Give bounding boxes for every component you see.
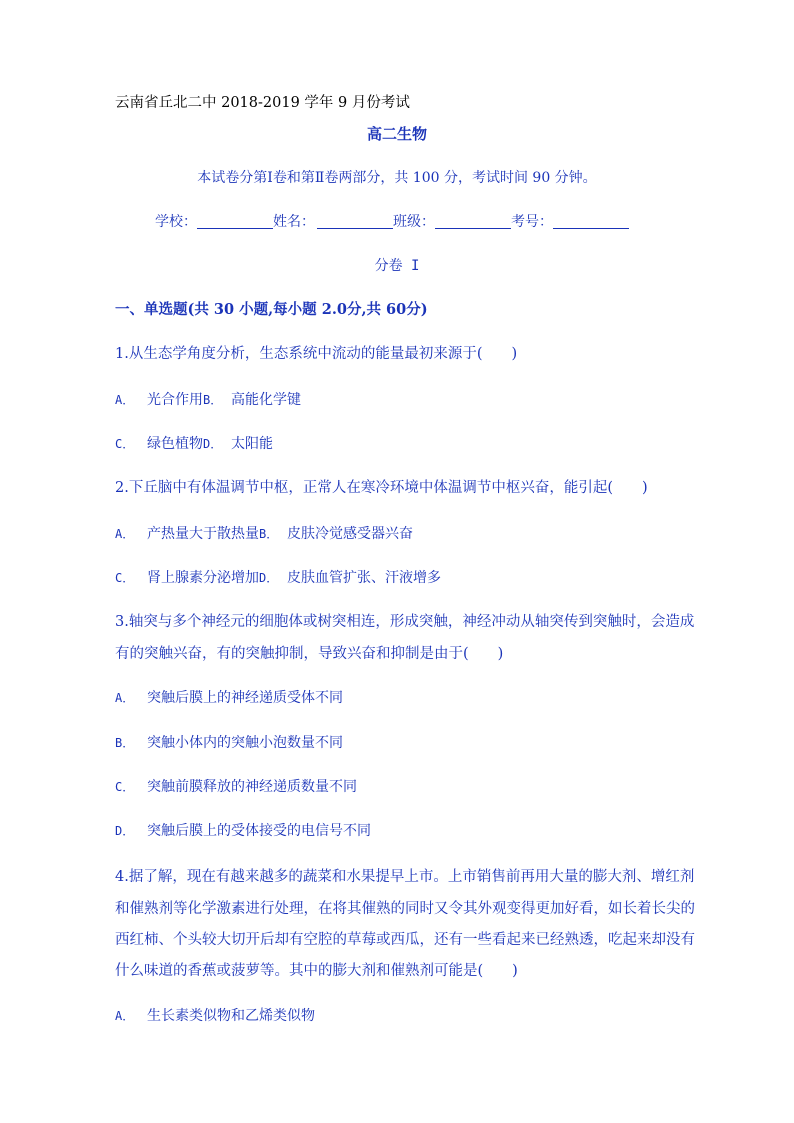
option-label: A．	[115, 527, 135, 541]
question-2-options-row-1	[115, 524, 413, 544]
option-text[interactable]: 皮肤冷觉感受器兴奋	[287, 526, 413, 542]
option-label: C．	[115, 437, 135, 451]
name-label: 姓名：	[273, 214, 315, 230]
exam-instructions: 本试卷分第Ⅰ卷和第Ⅱ卷两部分，共 100 分，考试时间 90 分钟。	[197, 170, 597, 186]
option-label: B．	[203, 393, 223, 407]
option-text[interactable]: 绿色植物	[147, 436, 203, 452]
question-3-stem-line-1: 3.轴突与多个神经元的细胞体或树突相连，形成突触，神经冲动从轴突传到突触时，会造成	[115, 614, 695, 630]
option-label: D．	[203, 437, 223, 451]
option-text[interactable]: 突触后膜上的受体接受的电信号不同	[147, 823, 371, 839]
name-blank[interactable]	[317, 214, 393, 229]
part-title: 分卷 I	[374, 258, 420, 274]
option-text[interactable]: 高能化学键	[231, 392, 301, 408]
option-label: A．	[115, 393, 135, 407]
question-1-options-row-1	[115, 390, 301, 410]
subject-title: 高二生物	[366, 125, 427, 143]
question-4-stem-line-1: 4.据了解，现在有越来越多的蔬菜和水果提早上市。上市销售前再用大量的膨大剂、增红剂	[115, 869, 695, 885]
option-text[interactable]: 皮肤血管扩张、汗液增多	[287, 570, 441, 586]
question-3-option-a	[115, 688, 343, 708]
question-1-options-row-2	[115, 434, 273, 454]
section-heading: 一、单选题(共 30 小题,每小题 2.0分,共 60分)	[115, 301, 428, 318]
option-label: B．	[259, 527, 279, 541]
question-4-option-a	[115, 1006, 315, 1026]
question-3-stem-line-2: 有的突触兴奋，有的突触抑制，导致兴奋和抑制是由于( )	[115, 646, 504, 662]
option-text[interactable]: 光合作用	[147, 392, 203, 408]
option-label: D．	[115, 824, 135, 838]
option-text[interactable]: 突触后膜上的神经递质受体不同	[147, 690, 343, 706]
number-blank[interactable]	[553, 214, 629, 229]
question-4-stem-line-3: 西红柿、个头较大切开后却有空腔的草莓或西瓜，还有一些看起来已经熟透，吃起来却没有	[115, 932, 695, 948]
option-text[interactable]: 突触小体内的突触小泡数量不同	[147, 735, 343, 751]
option-text[interactable]: 产热量大于散热量	[147, 526, 259, 542]
number-label: 考号：	[511, 214, 553, 230]
class-blank[interactable]	[435, 214, 511, 229]
school-exam-line: 云南省丘北二中 2018-2019 学年 9 月份考试	[115, 95, 410, 111]
option-label: D．	[259, 571, 279, 585]
option-label: A．	[115, 1009, 135, 1023]
option-label: B．	[115, 736, 135, 750]
question-4-stem-line-4: 什么味道的香蕉或菠萝等。其中的膨大剂和催熟剂可能是( )	[115, 963, 518, 979]
question-1-stem: 1.从生态学角度分析，生态系统中流动的能量最初来源于( )	[115, 346, 518, 362]
question-3-option-b	[115, 733, 343, 753]
option-text[interactable]: 生长素类似物和乙烯类似物	[147, 1008, 315, 1024]
option-text[interactable]: 突触前膜释放的神经递质数量不同	[147, 779, 357, 795]
school-blank[interactable]	[197, 214, 273, 229]
question-3-option-d	[115, 821, 371, 841]
school-label: 学校：	[155, 214, 197, 230]
option-label: C．	[115, 780, 135, 794]
option-text[interactable]: 肾上腺素分泌增加	[147, 570, 259, 586]
question-2-stem: 2.下丘脑中有体温调节中枢，正常人在寒冷环境中体温调节中枢兴奋，能引起( )	[115, 480, 648, 496]
option-text[interactable]: 太阳能	[231, 436, 273, 452]
question-3-option-c	[115, 777, 357, 797]
option-label: A．	[115, 691, 135, 705]
option-label: C．	[115, 571, 135, 585]
question-4-stem-line-2: 和催熟剂等化学激素进行处理，在将其催熟的同时又令其外观变得更加好看，如长着长尖的	[115, 901, 695, 917]
class-label: 班级：	[393, 214, 435, 230]
student-info-row	[155, 212, 629, 232]
question-2-options-row-2	[115, 568, 441, 588]
